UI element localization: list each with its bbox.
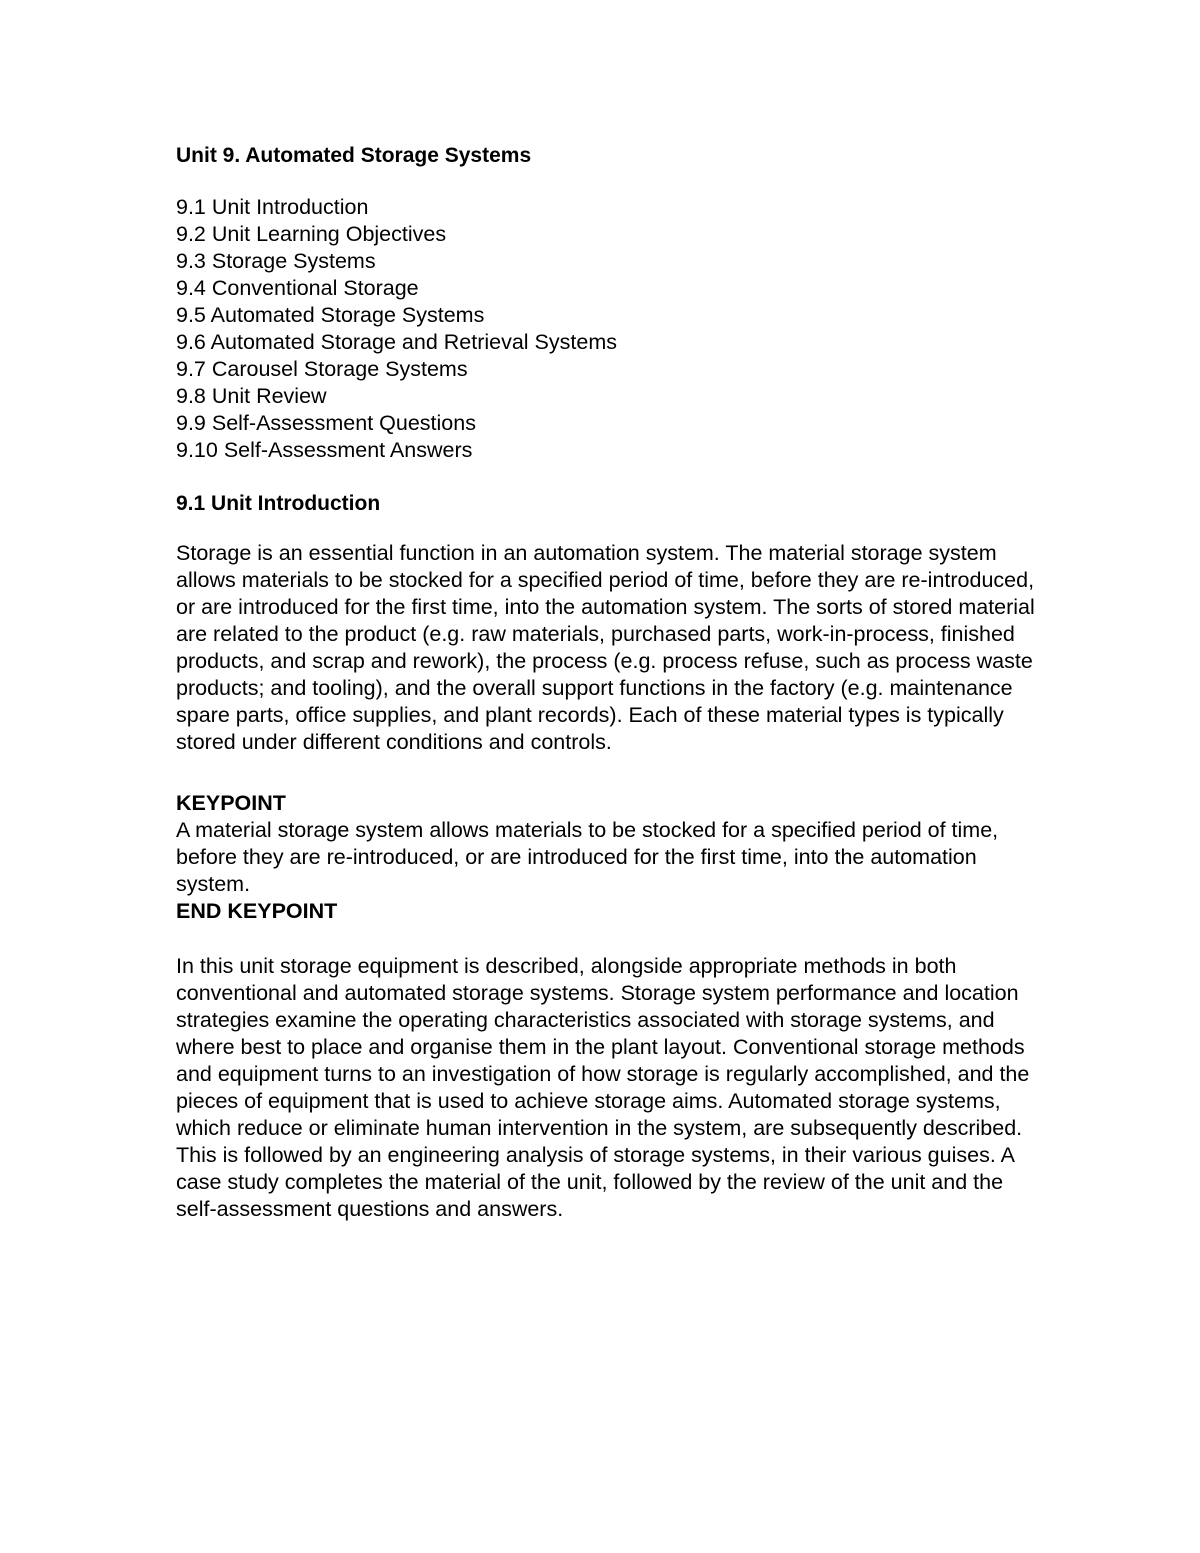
section-heading: 9.1 Unit Introduction xyxy=(176,492,381,515)
toc-item: 9.10 Self-Assessment Answers xyxy=(176,438,473,462)
keypoint-end-label: END KEYPOINT xyxy=(176,899,338,923)
table-of-contents xyxy=(176,194,1036,464)
unit-title: Unit 9. Automated Storage Systems xyxy=(176,144,532,167)
keypoint-text: A material storage system allows materials to be stocked for a specified period of time, before they are re-introduced, or are introduced for the first time, into the automation system. xyxy=(176,818,999,896)
toc-item: 9.1 Unit Introduction xyxy=(176,195,369,219)
toc-item: 9.2 Unit Learning Objectives xyxy=(176,222,447,246)
toc-item: 9.6 Automated Storage and Retrieval Systems xyxy=(176,330,617,354)
toc-item: 9.4 Conventional Storage xyxy=(176,276,419,300)
toc-item: 9.7 Carousel Storage Systems xyxy=(176,357,468,381)
toc-item: 9.5 Automated Storage Systems xyxy=(176,303,485,327)
keypoint-box xyxy=(176,790,1036,925)
overview-paragraph: In this unit storage equipment is described, alongside appropriate methods in both conventional and automated storage systems. Storage system performance and location strategies examine the operating characteristics associated with storage systems, and where best to place and organise them in the plant layout. Conventional storage methods and equipment turns to an investigation of how storage is regularly accomplished, and the pieces of equipment that is used to achieve storage aims. Automated storage systems, which reduce or eliminate human intervention in the system, are subsequently described. This is followed by an engineering analysis of storage systems, in their various guises. A case study completes the material of the unit, followed by the review of the unit and the self-assessment questions and answers. xyxy=(176,954,1030,1221)
toc-item: 9.8 Unit Review xyxy=(176,384,327,408)
keypoint-label: KEYPOINT xyxy=(176,791,286,815)
intro-paragraph: Storage is an essential function in an automation system. The material storage system allows materials to be stocked for a specified period of time, before they are re-introduced, or are introduced for the first time, into the automation system. The sorts of stored material are related to the product (e.g. raw materials, purchased parts, work-in-process, finished products, and scrap and rework), the process (e.g. process refuse, such as process waste products; and tooling), and the overall support functions in the factory (e.g. maintenance spare parts, office supplies, and plant records). Each of these material types is typically stored under different conditions and controls. xyxy=(176,541,1035,754)
document-page xyxy=(176,140,1036,1223)
toc-item: 9.9 Self-Assessment Questions xyxy=(176,411,476,435)
toc-item: 9.3 Storage Systems xyxy=(176,249,376,273)
